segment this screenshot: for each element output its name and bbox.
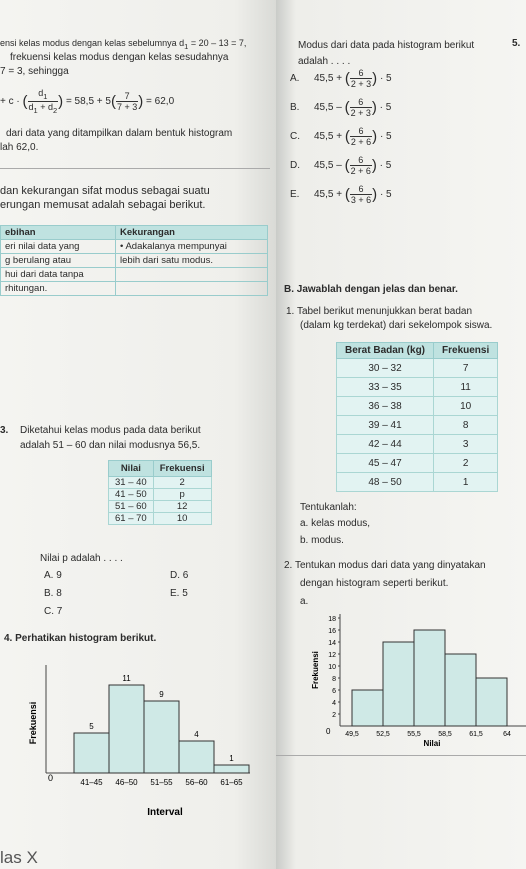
intro-line-3: 7 = 3, sehingga (0, 66, 69, 77)
divider (276, 755, 526, 756)
histogram-nilai (312, 608, 526, 758)
origin-label: 0 (326, 727, 331, 736)
y-axis-label: Frekuensi (311, 651, 320, 689)
table-cell: 33 – 35 (337, 378, 434, 397)
q4-text: 4. Perhatikan histogram berikut. (4, 633, 157, 644)
option-row: D. 45,5 – ( $\frac{6}{2 + 6}$ ) · 5 (290, 155, 392, 176)
x-tick-label: 64 (503, 731, 511, 738)
kt-header-2: Kekurangan (116, 226, 268, 240)
bar-value-label: 4 (194, 730, 199, 739)
x-tick-label: 61–65 (220, 778, 243, 787)
text-line-2: lah 62,0. (0, 142, 39, 153)
x-tick-label: 55,5 (407, 731, 421, 738)
option-row: A. 45,5 + ( $\frac{6}{2 + 3}$ ) · 5 (290, 68, 392, 89)
y-tick-label: 12 (328, 652, 336, 659)
x-axis-label: Nilai (423, 739, 441, 748)
frekuensi-header: Frekuensi (153, 461, 211, 477)
q3-line-1: Diketahui kelas modus pada data berikut (20, 425, 201, 436)
footer-class: las X (0, 848, 38, 867)
q5-line-1: Modus dari data pada histogram berikut (298, 40, 475, 51)
table-cell: 61 – 70 (109, 513, 154, 525)
kt-cell: rhitungan. (1, 282, 116, 296)
y-tick-label: 14 (328, 640, 336, 647)
y-tick-label: 10 (328, 664, 336, 671)
histogram-bar (214, 765, 249, 773)
right-page (276, 0, 526, 869)
kt-cell (116, 268, 268, 282)
section-b-heading: B. Jawablah dengan jelas dan benar. (284, 284, 458, 295)
histogram-bar (109, 685, 144, 773)
histogram-bar (476, 678, 507, 726)
q3-ask: Nilai p adalah . . . . (40, 553, 123, 564)
histogram-bar (352, 690, 383, 726)
nilai-table (108, 460, 212, 525)
answer-options (290, 68, 392, 213)
table-cell: 8 (434, 416, 498, 435)
table-cell: 39 – 41 (337, 416, 434, 435)
table-cell: 12 (153, 501, 211, 513)
berat-badan-table (336, 342, 498, 492)
histogram-bar (74, 733, 109, 773)
table-cell: 2 (153, 477, 211, 489)
text-line-4: erungan memusat adalah sebagai berikut. (0, 199, 206, 211)
option-d: D. 6 (170, 570, 189, 581)
berat-header: Berat Badan (kg) (337, 343, 434, 359)
tentukan-a: a. kelas modus, (300, 518, 371, 529)
x-tick-label: 58,5 (438, 731, 452, 738)
x-tick-label: 56–60 (185, 778, 208, 787)
x-tick-label: 52,5 (376, 731, 390, 738)
q2-line-2: dengan histogram seperti berikut. (300, 578, 449, 589)
option-row: B. 45,5 – ( $\frac{6}{2 + 3}$ ) · 5 (290, 97, 392, 118)
table-cell: 48 – 50 (337, 473, 434, 492)
y-axis-label: Frekuensi (28, 701, 38, 745)
y-tick-label: 16 (328, 628, 336, 635)
table-cell: 2 (434, 454, 498, 473)
option-row: E. 45,5 + ( $\frac{6}{3 + 6}$ ) · 5 (290, 184, 392, 205)
q2-line-1: 2. Tentukan modus dari data yang dinyatakan (284, 560, 486, 571)
kt-cell: • Adakalanya mempunyai (116, 240, 268, 254)
y-tick-label: 2 (332, 712, 336, 719)
bar-value-label: 9 (159, 690, 164, 699)
tentukan-label: Tentukanlah: (300, 502, 357, 513)
tentukan-b: b. modus. (300, 535, 344, 546)
y-tick-label: 4 (332, 700, 336, 707)
x-axis-label: Interval (147, 807, 183, 818)
option-b: B. 8 (44, 588, 62, 599)
nilai-header: Nilai (109, 461, 154, 477)
option-a: A. 9 (44, 570, 62, 581)
frekuensi-header: Frekuensi (434, 343, 498, 359)
table-cell: 10 (434, 397, 498, 416)
x-tick-label: 61,5 (469, 731, 483, 738)
x-tick-label: 49,5 (345, 731, 359, 738)
y-tick-label: 8 (332, 676, 336, 683)
option-row: C. 45,5 + ( $\frac{6}{2 + 6}$ ) · 5 (290, 126, 392, 147)
text-line-3: dan kekurangan sifat modus sebagai suatu (0, 185, 210, 197)
histogram-bar (445, 654, 476, 726)
bar-value-label: 11 (122, 674, 131, 683)
y-tick-label: 18 (328, 616, 336, 623)
option-e: E. 5 (170, 588, 188, 599)
table-cell: 1 (434, 473, 498, 492)
table-cell: 10 (153, 513, 211, 525)
histogram-bar (144, 701, 179, 773)
x-tick-label: 41–45 (80, 778, 103, 787)
text-line-1: dari data yang ditampilkan dalam bentuk histogram (6, 128, 233, 139)
intro-line-2: frekuensi kelas modus dengan kelas sesudahnya (10, 52, 229, 63)
kt-cell (116, 282, 268, 296)
option-c: C. 7 (44, 606, 63, 617)
histogram-bar (179, 741, 214, 773)
table-cell: 3 (434, 435, 498, 454)
table-cell: 45 – 47 (337, 454, 434, 473)
q3-line-2: adalah 51 – 60 dan nilai modusnya 56,5. (20, 440, 201, 451)
bar-value-label: 1 (229, 754, 234, 763)
histogram-bar (414, 630, 445, 726)
kelebihan-table (0, 225, 268, 296)
table-cell: 30 – 32 (337, 359, 434, 378)
table-cell: 36 – 38 (337, 397, 434, 416)
modus-formula: + c · ( $\frac{d_1}{d_1 + d_2}$ ) = 58,5 + 5( $\frac{7}{7 + 3}$ ) = 62,0 (0, 88, 175, 115)
kt-cell: hui dari data tanpa (1, 268, 116, 282)
kt-header-1: ebihan (1, 226, 116, 240)
table-cell: 11 (434, 378, 498, 397)
table-cell: 51 – 60 (109, 501, 154, 513)
q1-line-2: (dalam kg terdekat) dari sekelompok siswa. (300, 320, 493, 331)
table-cell: p (153, 489, 211, 501)
table-cell: 42 – 44 (337, 435, 434, 454)
table-cell: 31 – 40 (109, 477, 154, 489)
q5-number: 5. (512, 38, 521, 49)
q5-line-2: adalah . . . . (298, 56, 351, 67)
origin-label: 0 (48, 773, 54, 783)
table-cell: 41 – 50 (109, 489, 154, 501)
kt-cell: eri nilai data yang (1, 240, 116, 254)
x-tick-label: 51–55 (150, 778, 173, 787)
q1-line-1: 1. Tabel berikut menunjukkan berat badan (286, 306, 473, 317)
bar-value-label: 5 (89, 722, 94, 731)
x-tick-label: 46–50 (115, 778, 138, 787)
histogram-interval (30, 655, 260, 825)
y-tick-label: 6 (332, 688, 336, 695)
q2-label-a: a. (300, 596, 309, 607)
histogram-bar (383, 642, 414, 726)
kt-cell: lebih dari satu modus. (116, 254, 268, 268)
divider (0, 168, 270, 169)
q3-number: 3. (0, 425, 9, 436)
table-cell: 7 (434, 359, 498, 378)
intro-line-1: ensi kelas modus dengan kelas sebelumnya $d_1 = 20 - 13 = 7$, (0, 38, 247, 51)
kt-cell: g berulang atau (1, 254, 116, 268)
